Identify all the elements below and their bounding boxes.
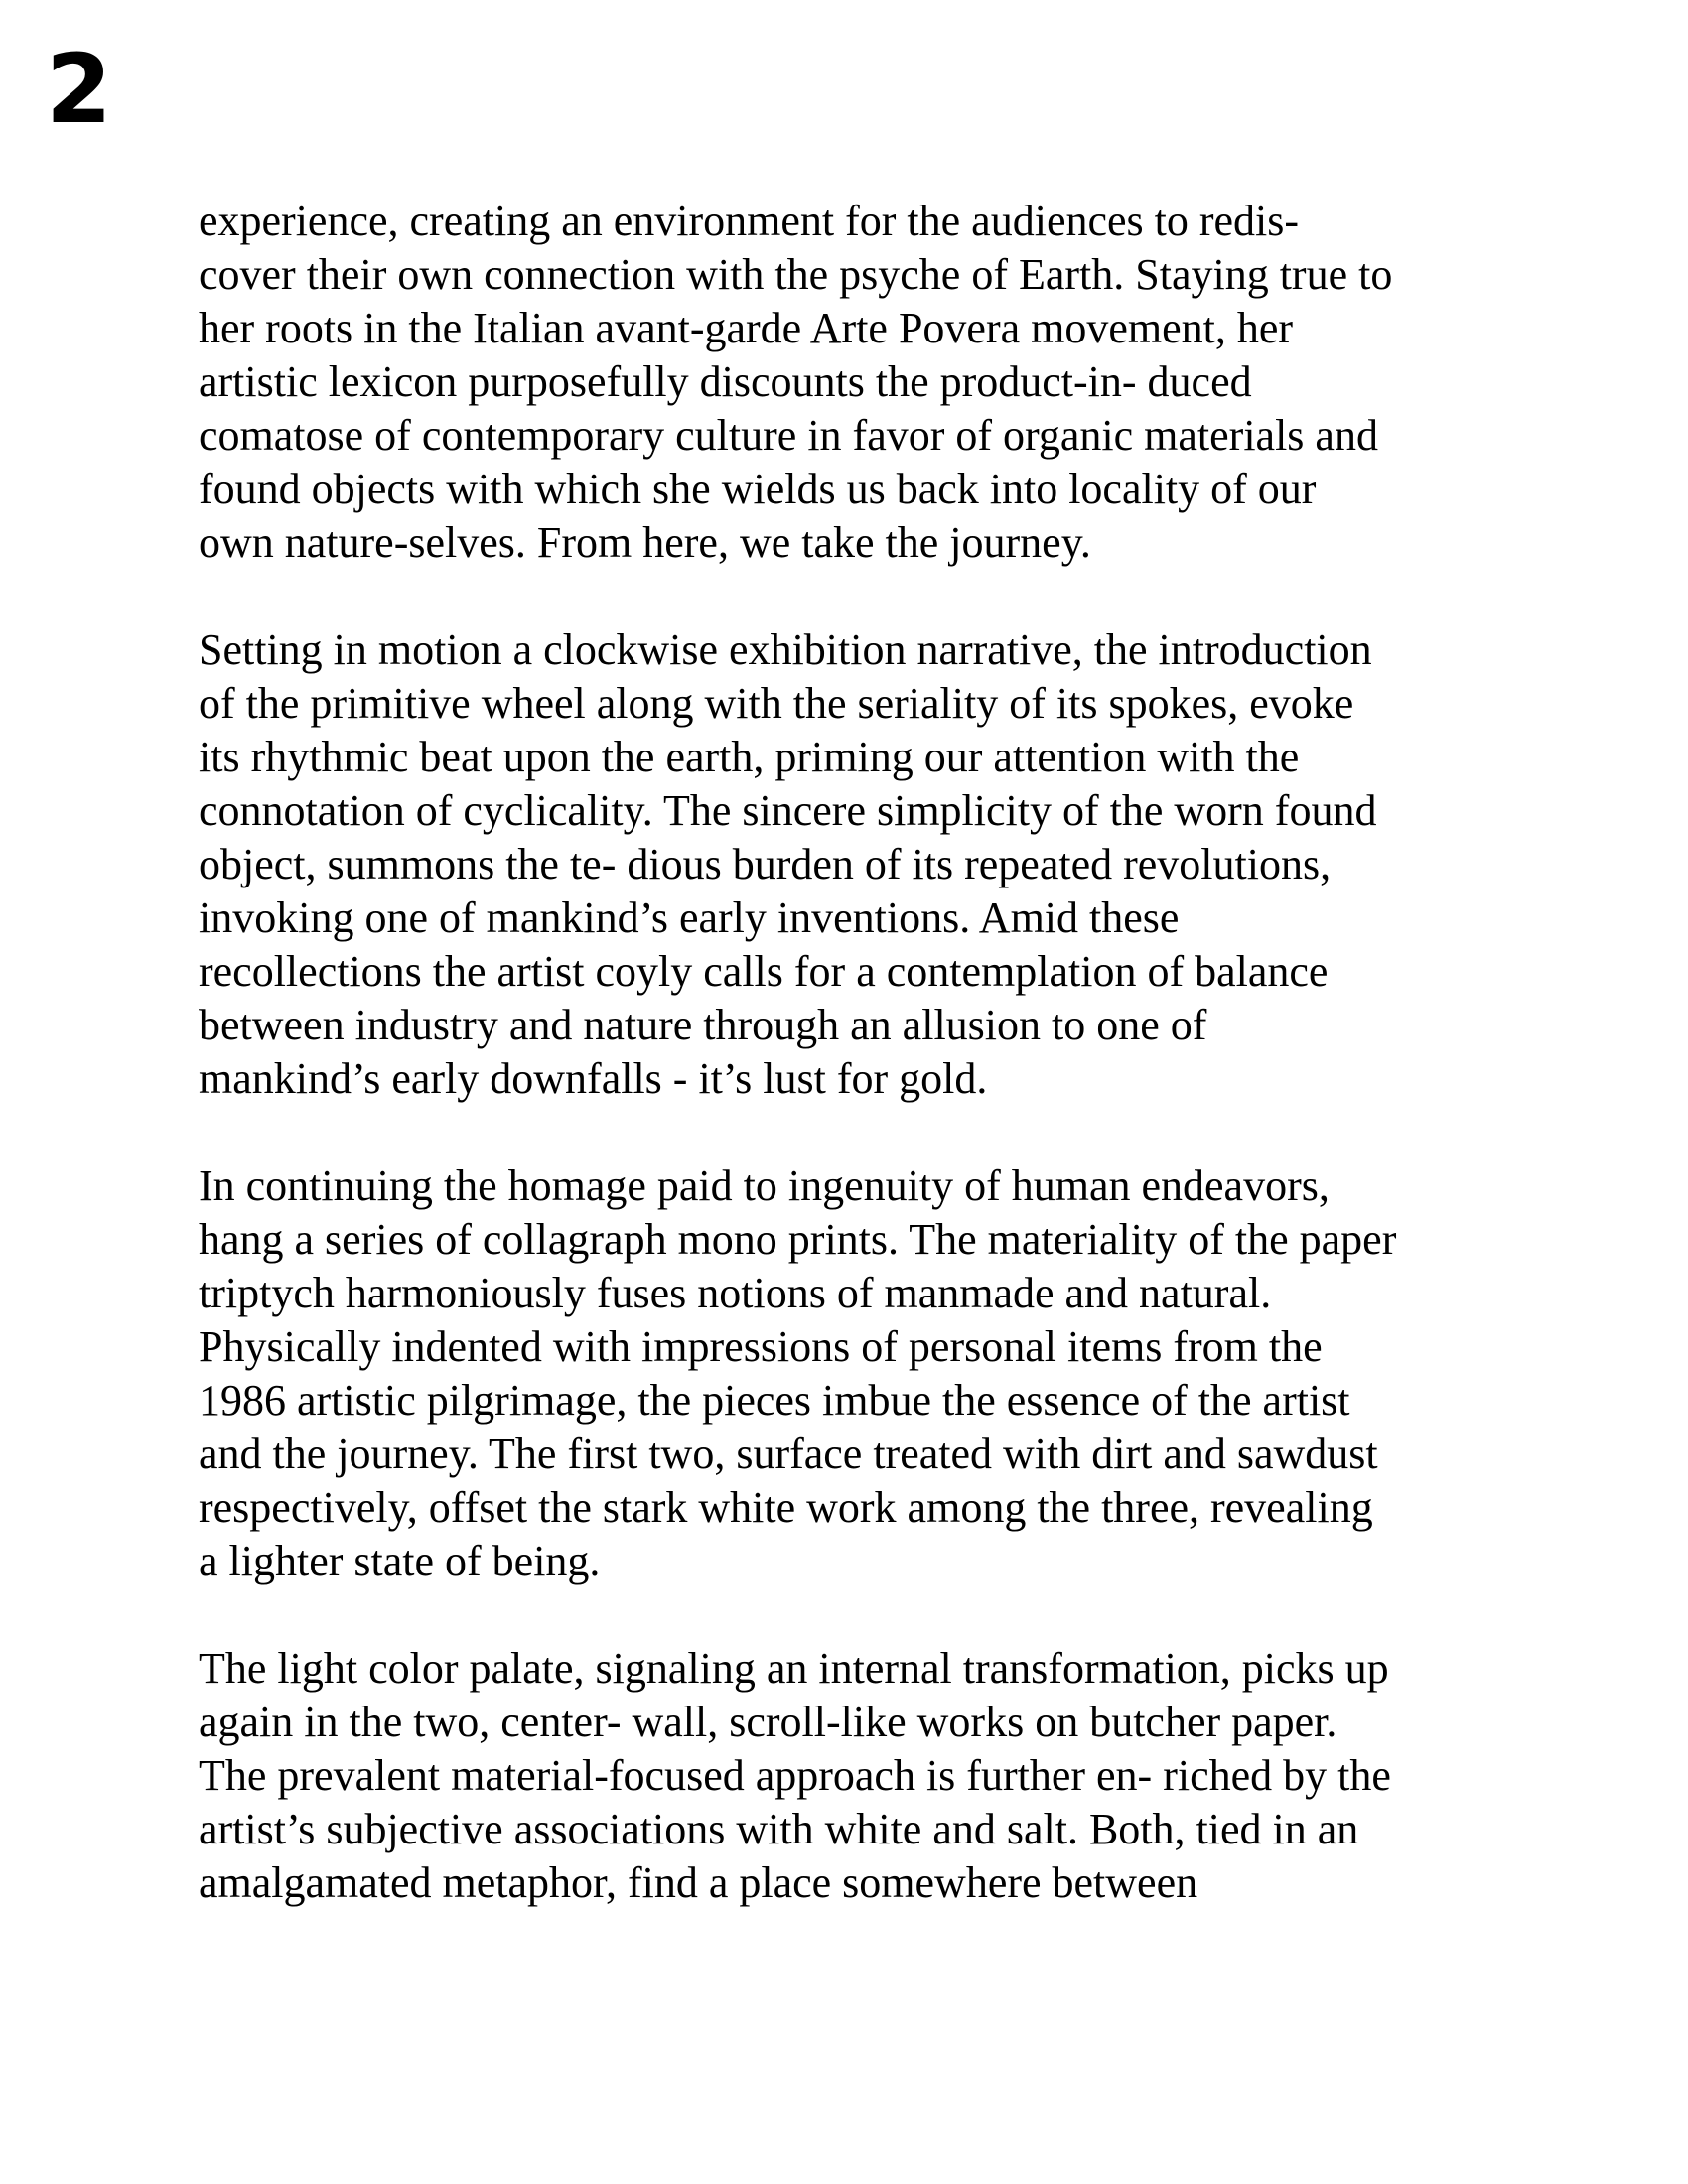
text-line: hang a series of collagraph mono prints. The materiality of the paper bbox=[199, 1215, 1397, 1264]
text-line: between industry and nature through an allusion to one of bbox=[199, 1001, 1207, 1049]
text-line: her roots in the Italian avant-garde Arte Povera movement, her bbox=[199, 304, 1294, 352]
text-line: invoking one of mankind’s early inventions. Amid these bbox=[199, 893, 1180, 942]
text-line: triptych harmoniously fuses notions of manmade and natural. bbox=[199, 1269, 1272, 1317]
body-text bbox=[199, 195, 1519, 1964]
text-line: The prevalent material-focused approach is further en- riched by the bbox=[199, 1751, 1391, 1800]
text-line: object, summons the te- dious burden of its repeated revolutions, bbox=[199, 840, 1332, 888]
text-line: Physically indented with impressions of personal items from the bbox=[199, 1322, 1323, 1371]
text-line: connotation of cyclicality. The sincere simplicity of the worn found bbox=[199, 786, 1377, 835]
paragraph-4 bbox=[199, 1642, 1519, 1910]
text-line: cover their own connection with the psyche of Earth. Staying true to bbox=[199, 250, 1393, 299]
text-line: found objects with which she wields us back into locality of our bbox=[199, 465, 1317, 513]
text-line: a lighter state of being. bbox=[199, 1537, 601, 1585]
text-line: and the journey. The first two, surface treated with dirt and sawdust bbox=[199, 1430, 1378, 1478]
paragraph-3 bbox=[199, 1160, 1519, 1588]
text-line: Setting in motion a clockwise exhibition narrative, the introduction bbox=[199, 625, 1372, 674]
text-line: own nature-selves. From here, we take the journey. bbox=[199, 518, 1091, 567]
text-line: artist’s subjective associations with white and salt. Both, tied in an bbox=[199, 1805, 1359, 1853]
text-line: artistic lexicon purposefully discounts the product-in- duced bbox=[199, 357, 1252, 406]
page-number: 2 bbox=[46, 34, 110, 145]
text-line: its rhythmic beat upon the earth, priming our attention with the bbox=[199, 733, 1300, 781]
text-line: again in the two, center- wall, scroll-like works on butcher paper. bbox=[199, 1698, 1337, 1746]
text-line: experience, creating an environment for the audiences to redis- bbox=[199, 197, 1300, 245]
text-line: mankind’s early downfalls - it’s lust for gold. bbox=[199, 1054, 988, 1103]
text-line: 1986 artistic pilgrimage, the pieces imbue the essence of the artist bbox=[199, 1376, 1350, 1425]
paragraph-2 bbox=[199, 623, 1519, 1106]
text-line: recollections the artist coyly calls for a contemplation of balance bbox=[199, 947, 1329, 996]
text-line: of the primitive wheel along with the seriality of its spokes, evoke bbox=[199, 679, 1354, 728]
text-line: amalgamated metaphor, find a place somewhere between bbox=[199, 1858, 1198, 1907]
paragraph-1 bbox=[199, 195, 1519, 570]
text-line: respectively, offset the stark white work among the three, revealing bbox=[199, 1483, 1373, 1532]
text-line: The light color palate, signaling an internal transformation, picks up bbox=[199, 1644, 1389, 1693]
text-line: In continuing the homage paid to ingenuity of human endeavors, bbox=[199, 1161, 1330, 1210]
text-line: comatose of contemporary culture in favor of organic materials and bbox=[199, 411, 1378, 460]
